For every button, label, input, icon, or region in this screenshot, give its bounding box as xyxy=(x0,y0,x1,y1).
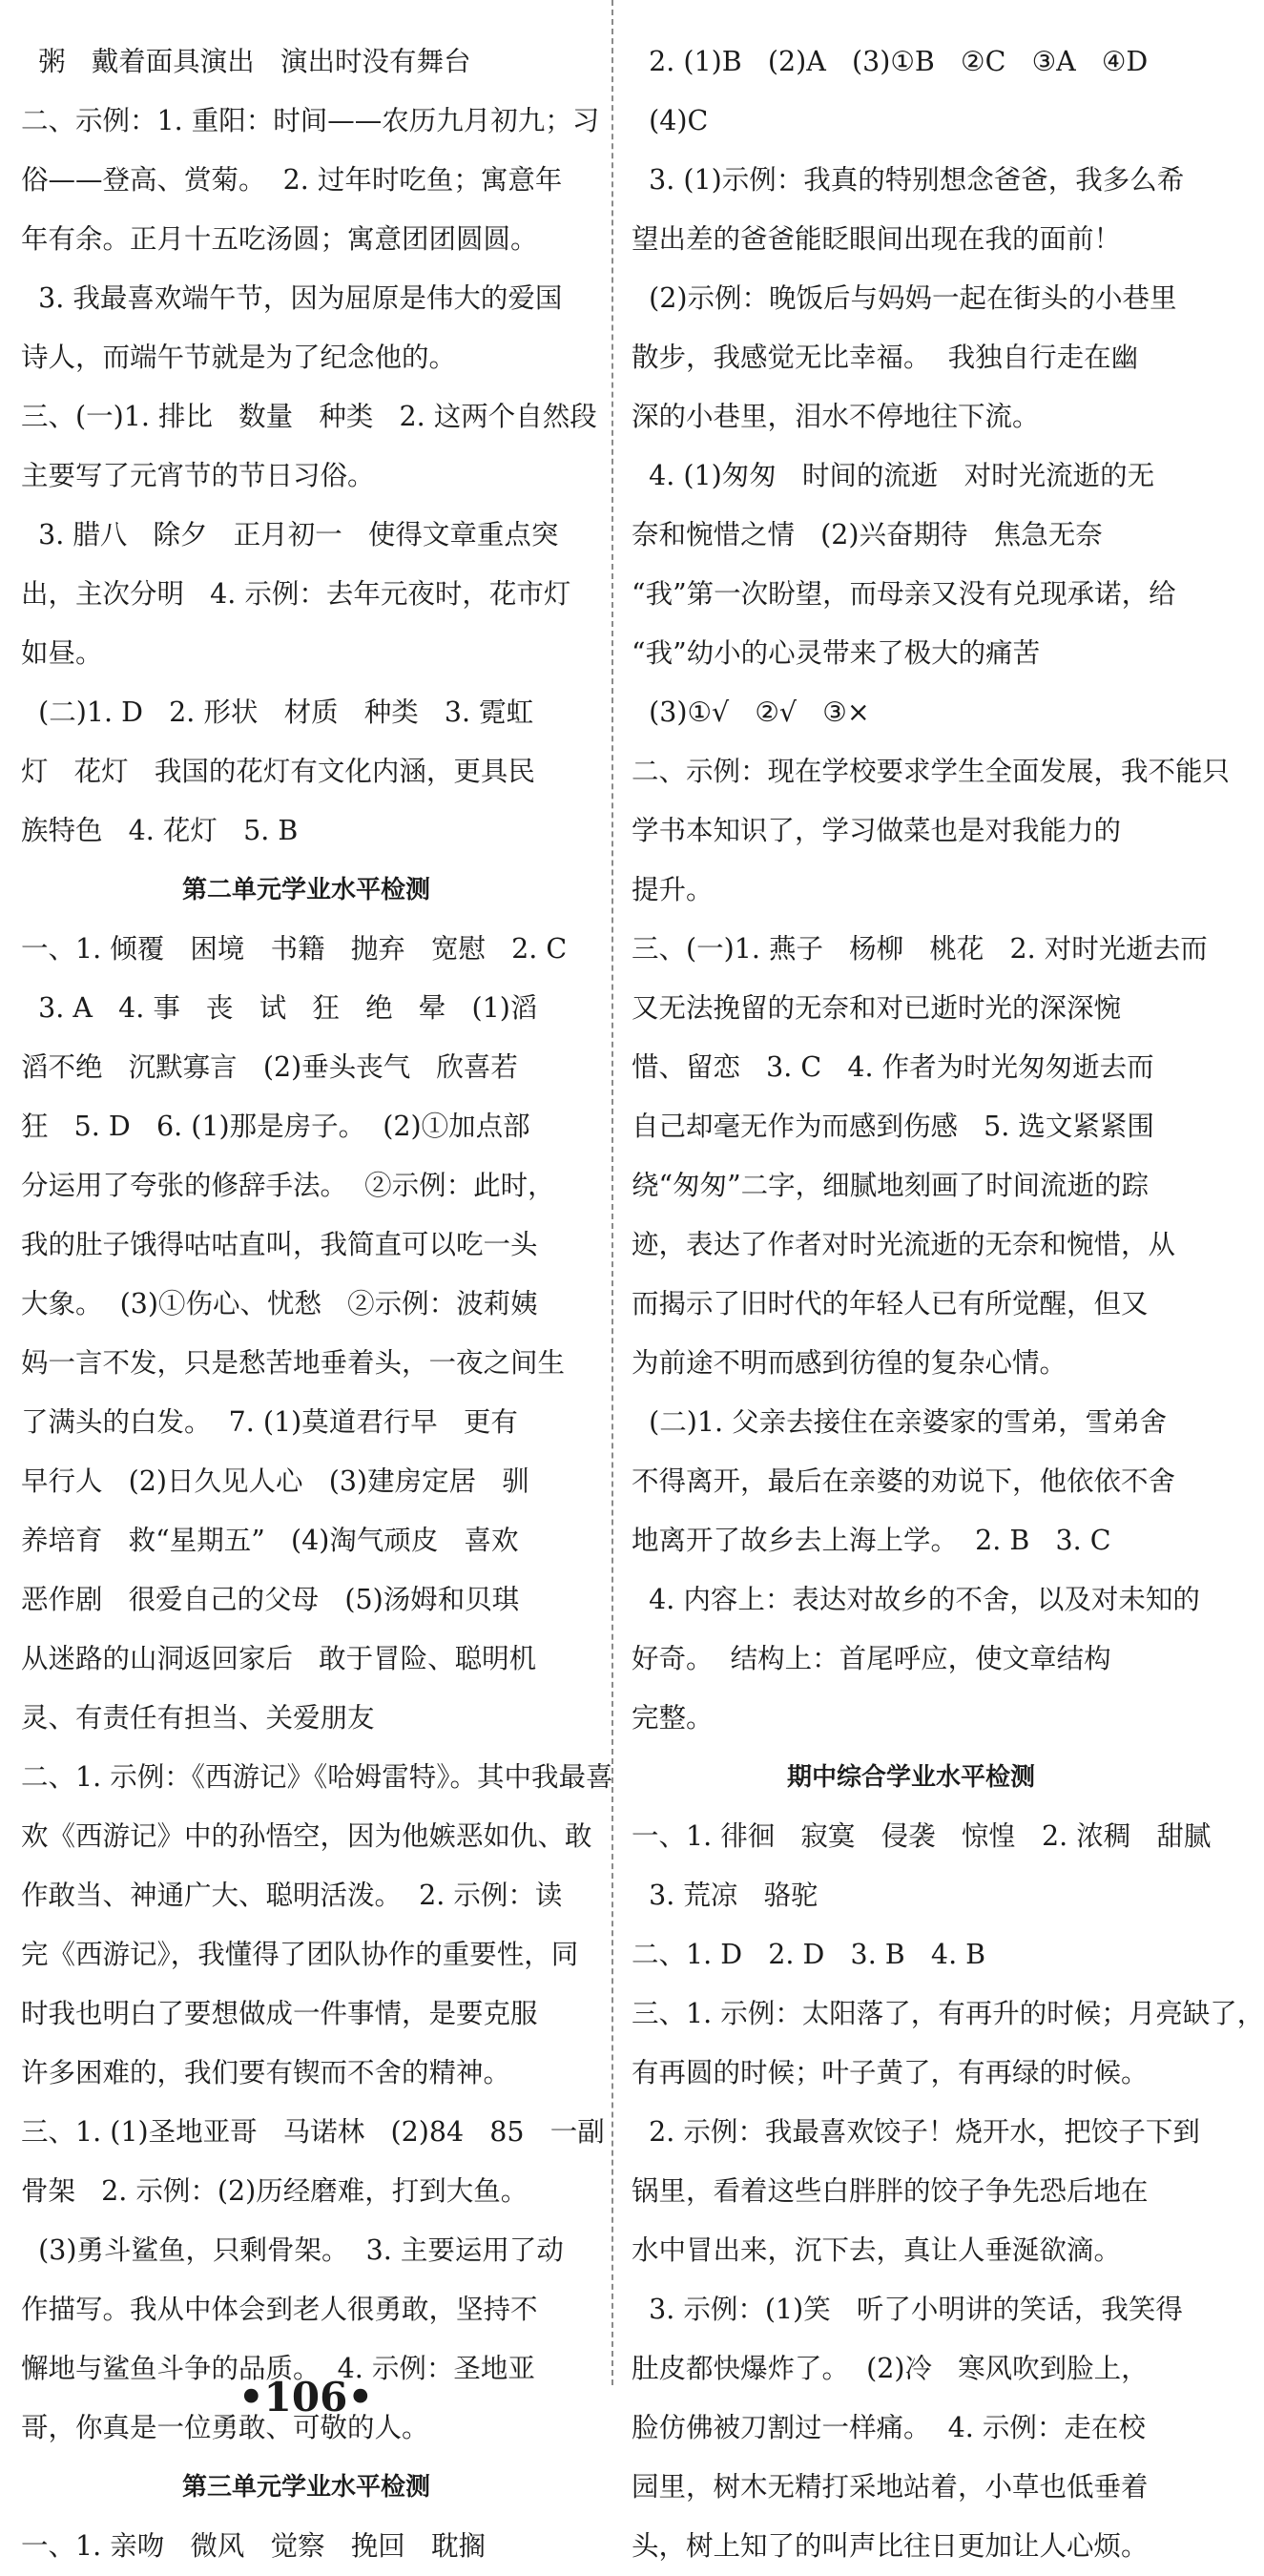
text-line: 早行人 (2)日久见人心 (3)建房定居 驯 xyxy=(21,1465,529,1497)
text-line: 好奇。 结构上：首尾呼应，使文章结构 xyxy=(632,1643,1111,1674)
text-line: 3. 我最喜欢端午节，因为屈原是伟大的爱国 xyxy=(21,282,563,314)
text-line: 有再圆的时候；叶子黄了，有再绿的时候。 xyxy=(632,2057,1149,2088)
text-line: 一、1. 亲吻 微风 觉察 挽回 耽搁 xyxy=(21,2530,486,2562)
text-line: 3. 荒凉 骆驼 xyxy=(632,1880,818,1911)
text-line: 粥 戴着面具演出 演出时没有舞台 xyxy=(21,46,471,77)
text-line: 主要写了元宵节的节日习俗。 xyxy=(21,460,375,491)
text-line: 奈和惋惜之情 (2)兴奋期待 焦急无奈 xyxy=(632,519,1103,551)
text-line: 三、(一)1. 燕子 杨柳 桃花 2. 对时光逝去而 xyxy=(632,933,1208,965)
text-line: 一、1. 倾覆 困境 书籍 抛弃 宽慰 2. C xyxy=(21,933,568,965)
text-line: 了满头的白发。 7. (1)莫道君行早 更有 xyxy=(21,1406,518,1438)
text-line: (4)C xyxy=(632,105,709,136)
text-line: 欢《西游记》中的孙悟空，因为他嫉恶如仇、敢 xyxy=(21,1820,592,1852)
text-line: 三、(一)1. 排比 数量 种类 2. 这两个自然段 xyxy=(21,401,597,432)
text-line: 完整。 xyxy=(632,1702,714,1734)
text-line: 诗人，而端午节就是为了纪念他的。 xyxy=(21,342,457,373)
text-line: 惜、留恋 3. C 4. 作者为时光匆匆逝去而 xyxy=(632,1051,1154,1083)
text-line: 灯 花灯 我国的花灯有文化内涵，更具民 xyxy=(21,756,535,787)
text-line: 完《西游记》，我懂得了团队协作的重要性，同 xyxy=(21,1939,579,1970)
text-line: 哥，你真是一位勇敢、可敬的人。 xyxy=(21,2412,429,2443)
text-line: 作敢当、神通广大、聪明活泼。 2. 示例：读 xyxy=(21,1880,563,1911)
text-line: 许多困难的，我们要有锲而不舍的精神。 xyxy=(21,2057,511,2088)
text-line: 滔不绝 沉默寡言 (2)垂头丧气 欣喜若 xyxy=(21,1051,518,1083)
column-divider xyxy=(611,0,613,2385)
text-line: 提升。 xyxy=(632,874,714,905)
text-line: 二、示例：现在学校要求学生全面发展，我不能只 xyxy=(632,756,1231,787)
text-line: 灵、有责任有担当、关爱朋友 xyxy=(21,1702,375,1734)
text-line: (2)示例：晚饭后与妈妈一起在街头的小巷里 xyxy=(632,282,1177,314)
text-line: (二)1. D 2. 形状 材质 种类 3. 霓虹 xyxy=(21,696,534,728)
text-line: 水中冒出来，沉下去，真让人垂涎欲滴。 xyxy=(632,2234,1122,2266)
section-heading: 期中综合学业水平检测 xyxy=(786,1763,1035,1792)
section-heading: 第二单元学业水平检测 xyxy=(181,876,430,904)
text-line: 3. A 4. 事 丧 试 狂 绝 晕 (1)滔 xyxy=(21,992,538,1024)
text-line: 绕“匆匆”二字，细腻地刻画了时间流逝的踪 xyxy=(632,1170,1150,1201)
text-line: 狂 5. D 6. (1)那是房子。 (2)①加点部 xyxy=(21,1111,530,1142)
text-line: 从迷路的山洞返回家后 敢于冒险、聪明机 xyxy=(21,1643,537,1674)
text-line: 三、1. 示例：太阳落了，有再升的时候；月亮缺了， xyxy=(632,1998,1264,2029)
text-line: 3. (1)示例：我真的特别想念爸爸，我多么希 xyxy=(632,164,1185,196)
text-line: 4. (1)匆匆 时间的流逝 对时光流逝的无 xyxy=(632,460,1155,491)
text-line: 园里，树木无精打采地站着，小草也低垂着 xyxy=(632,2471,1149,2503)
text-line: 骨架 2. 示例：(2)历经磨难，打到大鱼。 xyxy=(21,2175,528,2207)
text-line: 恶作剧 很爱自己的父母 (5)汤姆和贝琪 xyxy=(21,1584,520,1615)
text-line: 望出差的爸爸能眨眼间出现在我的面前！ xyxy=(632,223,1122,255)
text-line: 2. 示例：我最喜欢饺子！烧开水，把饺子下到 xyxy=(632,2116,1200,2148)
section-heading: 第三单元学业水平检测 xyxy=(181,2473,430,2502)
text-line: 年有余。正月十五吃汤圆；寓意团团圆圆。 xyxy=(21,223,538,255)
text-line: 二、1. 示例：《西游记》《哈姆雷特》。其中我最喜 xyxy=(21,1761,613,1793)
text-line: 锅里，看着这些白胖胖的饺子争先恐后地在 xyxy=(632,2175,1149,2207)
text-line: 不得离开，最后在亲婆的劝说下，他依依不舍 xyxy=(632,1465,1176,1497)
text-line: 俗——登高、赏菊。 2. 过年时吃鱼；寓意年 xyxy=(21,164,563,196)
text-line: 又无法挽留的无奈和对已逝时光的深深惋 xyxy=(632,992,1122,1024)
text-line: 养培育 救“星期五” (4)淘气顽皮 喜欢 xyxy=(21,1525,519,1556)
text-line: 肚皮都快爆炸了。 (2)冷 寒风吹到脸上， xyxy=(632,2353,1149,2384)
text-line: 3. 腊八 除夕 正月初一 使得文章重点突 xyxy=(21,519,559,551)
text-line: 作描写。我从中体会到老人很勇敢，坚持不 xyxy=(21,2294,538,2325)
left-column xyxy=(21,32,613,2576)
text-line: 我的肚子饿得咕咕直叫，我简直可以吃一头 xyxy=(21,1229,538,1260)
text-line: 二、示例：1. 重阳：时间——农历九月初九；习 xyxy=(21,105,600,136)
text-line: (3)①√ ②√ ③× xyxy=(632,696,870,728)
text-line: 3. 示例：(1)笑 听了小明讲的笑话，我笑得 xyxy=(632,2294,1183,2325)
text-line: 出，主次分明 4. 示例：去年元夜时，花市灯 xyxy=(21,578,571,610)
text-line: 大象。 (3)①伤心、忧愁 ②示例：波莉姨 xyxy=(21,1288,538,1319)
text-line: 二、1. D 2. D 3. B 4. B xyxy=(632,1939,986,1970)
text-line: 分运用了夸张的修辞手法。 ②示例：此时， xyxy=(21,1170,555,1201)
text-line: 学书本知识了，学习做菜也是对我能力的 xyxy=(632,815,1122,846)
text-line: 一、1. 徘徊 寂寞 侵袭 惊惶 2. 浓稠 甜腻 xyxy=(632,1820,1212,1852)
text-line: 深的小巷里，泪水不停地往下流。 xyxy=(632,401,1040,432)
text-line: 地离开了故乡去上海上学。 2. B 3. C xyxy=(632,1525,1111,1556)
text-line: 迹，表达了作者对时光流逝的无奈和惋惜，从 xyxy=(632,1229,1176,1260)
text-line: 时我也明白了要想做成一件事情，是要克服 xyxy=(21,1998,538,2029)
text-line: 三、1. (1)圣地亚哥 马诺林 (2)84 85 一副 xyxy=(21,2116,605,2148)
text-line: 头，树上知了的叫声比往日更加让人心烦。 xyxy=(632,2530,1149,2562)
text-line: 4. 内容上：表达对故乡的不舍，以及对未知的 xyxy=(632,1584,1200,1615)
text-line: (3)勇斗鲨鱼，只剩骨架。 3. 主要运用了动 xyxy=(21,2234,564,2266)
text-line: 妈一言不发，只是愁苦地垂着头，一夜之间生 xyxy=(21,1347,566,1379)
text-line: “我”第一次盼望，而母亲又没有兑现承诺，给 xyxy=(632,578,1176,610)
text-line: 脸仿佛被刀割过一样痛。 4. 示例：走在校 xyxy=(632,2412,1146,2443)
text-line: “我”幼小的心灵带来了极大的痛苦 xyxy=(632,637,1041,669)
text-line: 懈地与鲨鱼斗争的品质。 4. 示例：圣地亚 xyxy=(21,2353,535,2384)
text-line: 而揭示了旧时代的年轻人已有所觉醒，但又 xyxy=(632,1288,1149,1319)
text-line: 族特色 4. 花灯 5. B xyxy=(21,815,299,846)
page-number: •106• xyxy=(238,2374,374,2420)
right-column xyxy=(632,32,1264,2576)
text-line: (二)1. 父亲去接住在亲婆家的雪弟，雪弟舍 xyxy=(632,1406,1168,1438)
text-line: 为前途不明而感到彷徨的复杂心情。 xyxy=(632,1347,1067,1379)
text-line: 2. (1)B (2)A (3)①B ②C ③A ④D xyxy=(632,46,1149,77)
text-line: 自己却毫无作为而感到伤感 5. 选文紧紧围 xyxy=(632,1111,1154,1142)
text-line: 如昼。 xyxy=(21,637,103,669)
text-line: 散步，我感觉无比幸福。 我独自行走在幽 xyxy=(632,342,1139,373)
